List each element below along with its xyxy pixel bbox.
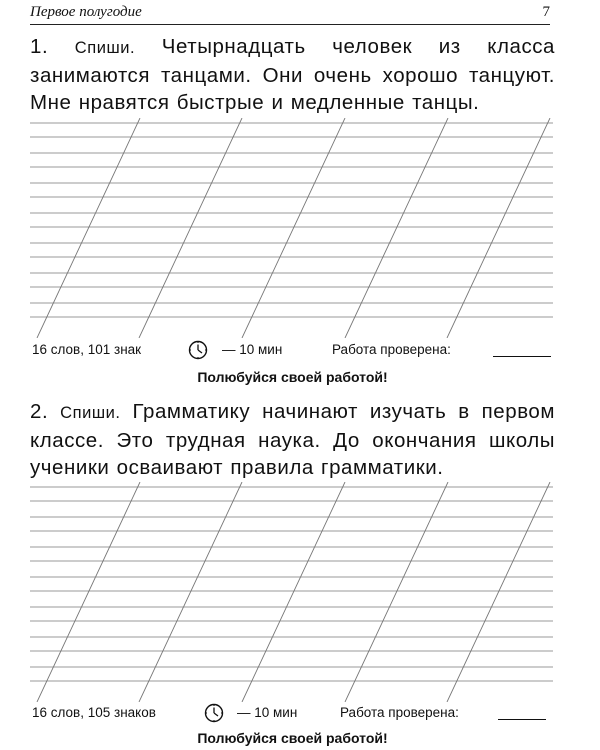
clock-icon (203, 702, 225, 724)
task-2-stats: 16 слов, 105 знаков (32, 705, 156, 720)
task-2-time: — 10 мин (237, 705, 298, 720)
task-1 (30, 33, 555, 116)
task-1-check-blank[interactable] (493, 356, 551, 357)
task-2-number: 2. (30, 400, 49, 423)
task-1-praise: Полюбуйся своей работой! (197, 369, 388, 385)
task-1-ruled-lines (30, 118, 553, 338)
task-1-stats: 16 слов, 101 знак (32, 342, 142, 357)
task-2-text: Грамматику начинают изучать в первом классе. Это трудная наука. До окончания школы ученики осваивают правила грамматики. (30, 400, 556, 479)
slant-guide-line (345, 482, 448, 702)
slant-guide-line (447, 118, 550, 338)
slant-guide-line (139, 482, 242, 702)
task-2-check-blank[interactable] (498, 719, 546, 720)
task-1-writing-area[interactable] (30, 118, 553, 338)
section-title: Первое полугодие (30, 4, 142, 20)
clock-icon (187, 339, 209, 361)
task-2-checked-label: Работа проверена: (340, 705, 459, 720)
slant-guide-line (139, 118, 242, 338)
page-number: 7 (542, 4, 550, 20)
task-1-checked-label: Работа проверена: (332, 342, 451, 357)
slant-guide-line (345, 118, 448, 338)
task-1-text: Четырнадцать человек из класса занимаются танцами. Они очень хорошо танцуют. Мне нравятся быстрые и медленные танцы. (30, 35, 556, 114)
task-2-text-block (30, 398, 555, 481)
task-2-praise: Полюбуйся своей работой! (197, 730, 388, 746)
task-1-text-block (30, 33, 555, 116)
slant-guide-line (37, 482, 140, 702)
task-1-number: 1. (30, 35, 49, 58)
slant-guide-line (242, 482, 345, 702)
task-1-meta (30, 339, 555, 361)
task-2 (30, 398, 555, 481)
task-1-time: — 10 мин (222, 342, 283, 357)
task-1-instruction: Спиши. (74, 39, 136, 57)
task-2-instruction: Спиши. (60, 404, 121, 422)
slant-guide-line (242, 118, 345, 338)
page-header (30, 2, 550, 25)
task-2-ruled-lines (30, 482, 553, 702)
slant-guide-line (37, 118, 140, 338)
slant-guide-line (447, 482, 550, 702)
task-2-writing-area[interactable] (30, 482, 553, 702)
task-2-meta (30, 702, 555, 724)
